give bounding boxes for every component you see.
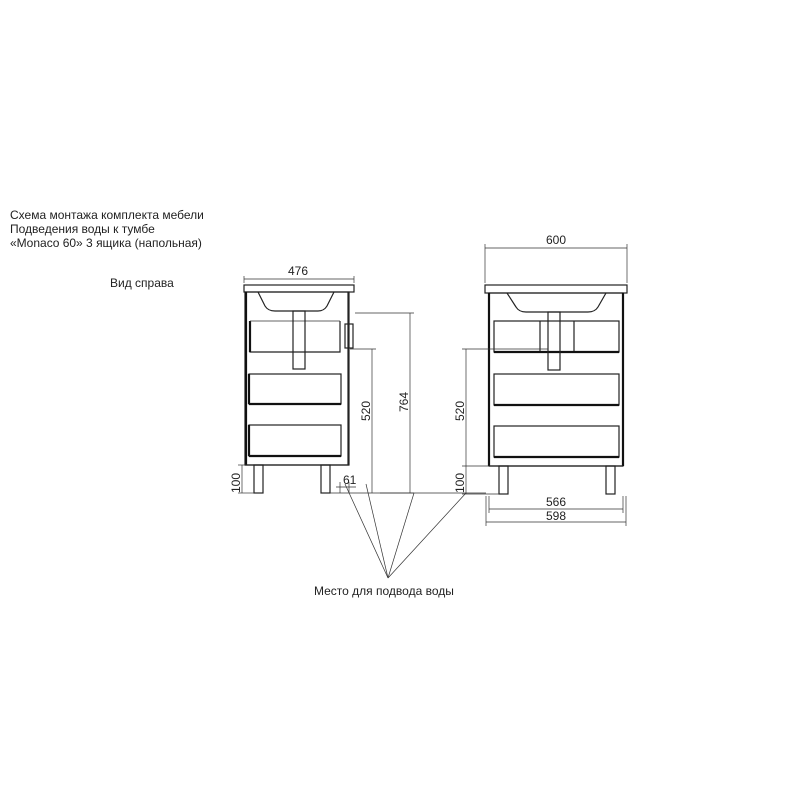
front-cabinet-body — [489, 293, 623, 466]
front-countertop — [485, 285, 627, 293]
front-view — [485, 285, 627, 494]
front-drawer-3 — [494, 426, 619, 457]
title-line-3: «Monaco 60» 3 ящика (напольная) — [10, 236, 202, 250]
side-drawer-3 — [249, 425, 341, 456]
front-leg-right — [606, 466, 615, 494]
side-siphon — [293, 311, 305, 369]
side-dimensions — [229, 264, 486, 493]
front-basin — [507, 293, 606, 312]
dim-side-height-inlet: 520 — [359, 400, 373, 421]
side-view — [244, 285, 354, 493]
dim-side-leg-height: 100 — [229, 472, 243, 493]
callout-label: Место для подвода воды — [314, 584, 454, 598]
side-leg-back — [321, 465, 330, 493]
front-drawer-2 — [494, 374, 619, 405]
side-countertop — [244, 285, 354, 292]
dim-front-width-mid: 566 — [546, 495, 567, 509]
front-drawer-1 — [494, 321, 619, 352]
view-label: Вид справа — [110, 276, 174, 290]
side-drawer-2 — [249, 374, 341, 404]
dim-front-height-inlet: 520 — [453, 400, 467, 421]
side-drawer-1 — [250, 321, 340, 352]
dim-front-leg-height: 100 — [453, 472, 467, 493]
side-leg-front — [254, 465, 263, 493]
title-line-2: Подведения воды к тумбе — [10, 222, 155, 236]
water-inlet-leaders — [345, 484, 466, 578]
dim-side-offset: 61 — [343, 473, 357, 487]
side-basin — [258, 292, 334, 311]
front-dimensions — [453, 233, 627, 526]
side-cabinet-body — [245, 292, 349, 465]
dim-side-height-total: 764 — [397, 391, 411, 412]
dim-front-width-top: 600 — [546, 233, 567, 247]
front-leg-left — [499, 466, 508, 494]
title-line-1: Схема монтажа комплекта мебели — [10, 208, 204, 222]
dim-side-width: 476 — [288, 264, 309, 278]
dim-front-width-bottom: 598 — [546, 509, 567, 523]
